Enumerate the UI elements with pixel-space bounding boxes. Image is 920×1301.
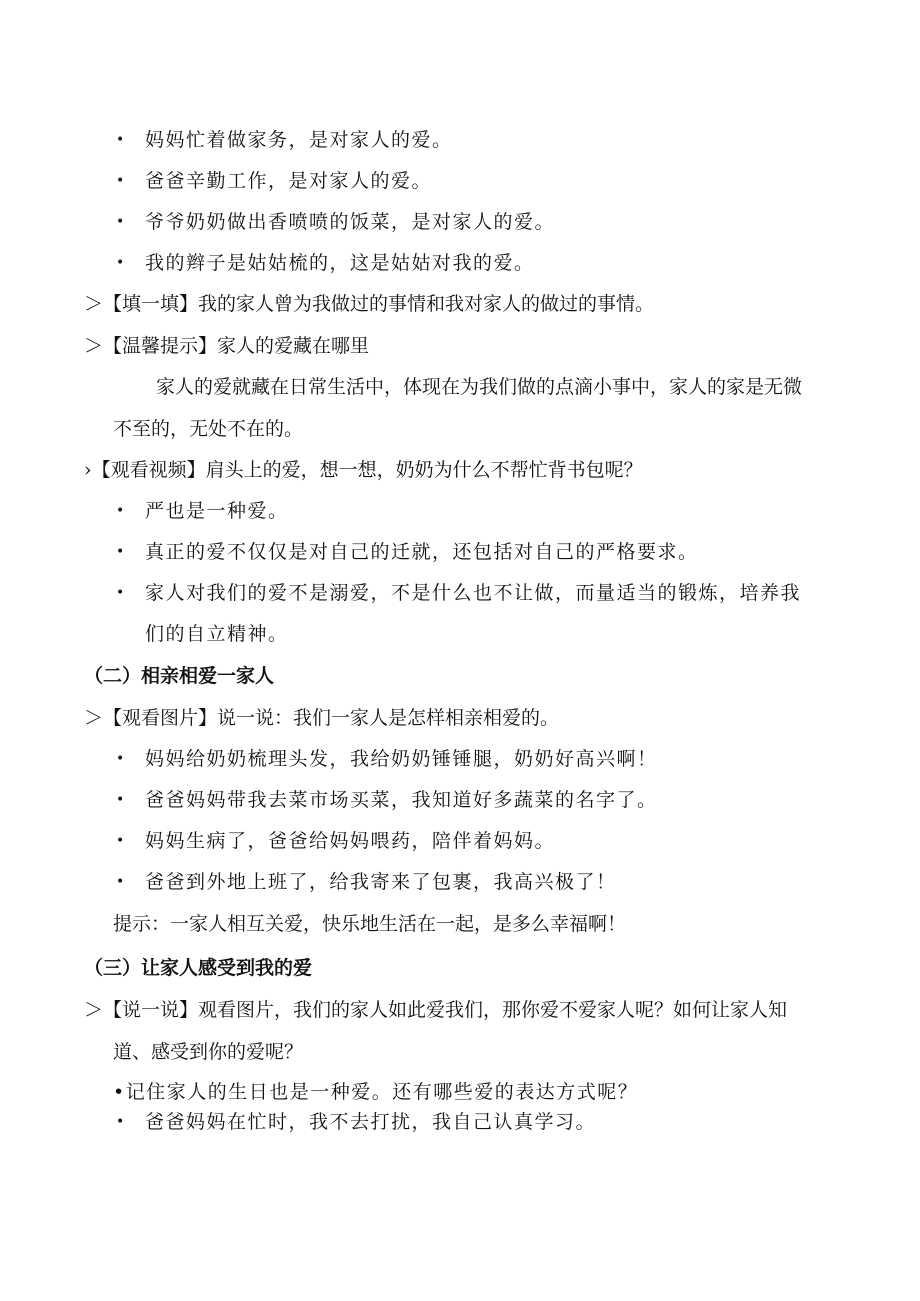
bullet: •	[116, 544, 125, 560]
list-item: 爸爸妈妈带我去菜市场买菜，我知道好多蔬菜的名字了。	[145, 789, 658, 811]
list-item: 家人对我们的爱不是溺爱，不是什么也不让做，而量适当的锻炼，培养我	[145, 582, 802, 604]
list-item: 爸爸辛勤工作，是对家人的爱。	[145, 170, 433, 192]
bullet: •	[116, 751, 125, 767]
bullet: •	[116, 833, 125, 849]
bullet: •	[116, 874, 125, 890]
list-item: 妈妈忙着做家务，是对家人的爱。	[145, 129, 453, 151]
look-pictures-prompt: ＞【观看图片】说一说：我们一家人是怎样相亲相爱的。	[84, 707, 560, 729]
list-item: 真正的爱不仅仅是对自己的迁就，还包括对自己的严格要求。	[145, 541, 699, 563]
hint: 提示：一家人相互关爱，快乐地生活在一起，是多么幸福啊！	[113, 913, 627, 935]
bullet: •	[116, 792, 125, 808]
list-item: 爸爸妈妈在忙时，我不去打扰，我自己认真学习。	[145, 1111, 597, 1133]
remember-note: •记住家人的生日也是一种爱。还有哪些爱的表达方式呢？	[113, 1081, 639, 1103]
bullet: •	[116, 1114, 125, 1130]
video-prompt: ›【观看视频】肩头上的爱，想一想，奶奶为什么不帮忙背书包呢？	[84, 459, 643, 481]
fill-in-prompt: ＞【填一填】我的家人曾为我做过的事情和我对家人的做过的事情。	[84, 293, 655, 315]
bullet: •	[116, 585, 125, 601]
say-prompt: ＞【说一说】观看图片，我们的家人如此爱我们，那你爱不爱家人呢？如何让家人知	[84, 999, 788, 1021]
list-item-cont: 们的自立精神。	[145, 623, 289, 645]
list-item: 爷爷奶奶做出香喷喷的饭菜，是对家人的爱。	[145, 211, 556, 233]
list-item: 妈妈给奶奶梳理头发，我给奶奶锤锤腿，奶奶好高兴啊！	[145, 748, 658, 770]
tip-paragraph: 家人的爱就藏在日常生活中，体现在为我们做的点滴小事中，家人的家是无微	[156, 376, 803, 398]
section-heading: （三）让家人感受到我的爱	[84, 957, 313, 979]
tip-paragraph-cont: 不至的，无处不在的。	[113, 418, 304, 440]
section-heading: （二）相亲相爱一家人	[84, 665, 275, 687]
list-item: 严也是一种爱。	[145, 500, 289, 522]
tip-heading: ＞【温馨提示】家人的爱藏在哪里	[84, 335, 370, 357]
list-item: 爸爸到外地上班了，给我寄来了包裹，我高兴极了！	[145, 871, 617, 893]
bullet: •	[116, 214, 125, 230]
bullet: •	[116, 173, 125, 189]
say-prompt-cont: 道、感受到你的爱呢？	[113, 1041, 304, 1063]
list-item: 妈妈生病了，爸爸给妈妈喂药，陪伴着妈妈。	[145, 830, 556, 852]
bullet: •	[116, 255, 125, 271]
bullet: •	[116, 503, 125, 519]
list-item: 我的辫子是姑姑梳的，这是姑姑对我的爱。	[145, 252, 535, 274]
bullet: •	[116, 132, 125, 148]
